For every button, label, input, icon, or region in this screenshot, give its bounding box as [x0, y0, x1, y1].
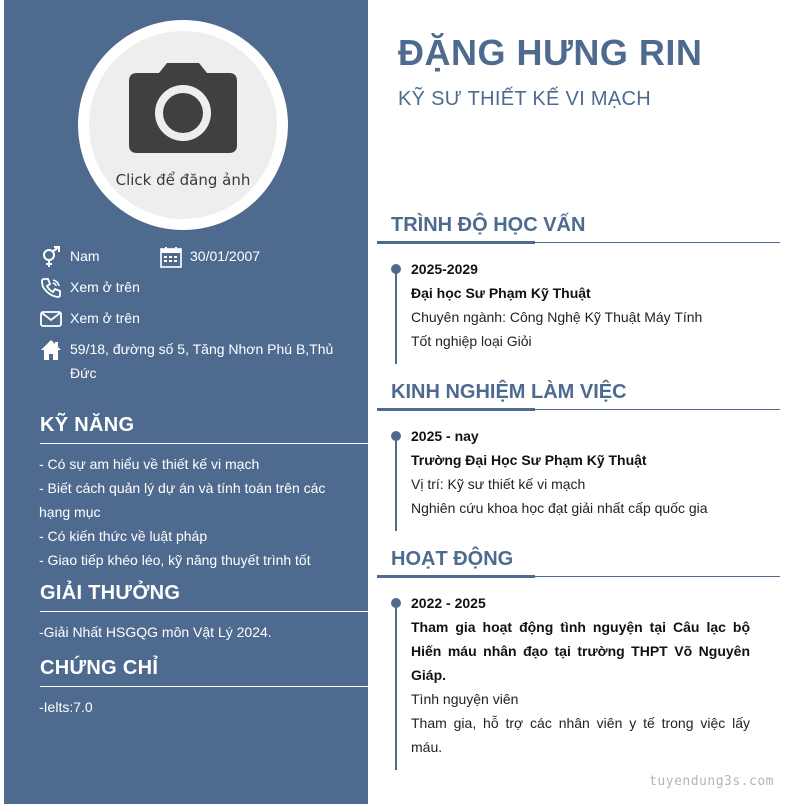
- activities-title: Tham gia hoạt động tình nguyện tại Câu lạc bộ Hiến máu nhân đạo tại trường THPT Võ Nguyên Giáp.: [411, 619, 750, 683]
- education-period: 2025-2029: [411, 261, 478, 277]
- phone-icon: [40, 277, 62, 299]
- job-title: KỸ SƯ THIẾT KẾ VI MẠCH: [398, 88, 651, 110]
- activities-entry: [411, 591, 750, 759]
- gender-icon: [40, 246, 62, 268]
- experience-company: Trường Đại Học Sư Phạm Kỹ Thuật: [411, 452, 647, 468]
- heading-accent: [377, 408, 535, 411]
- experience-description: Nghiên cứu khoa học đạt giải nhất cấp quốc gia: [411, 500, 708, 516]
- photo-upload-label: Click để đăng ảnh: [115, 171, 251, 189]
- photo-upload-button[interactable]: [89, 31, 277, 219]
- skills-heading: KỸ NĂNG: [40, 414, 368, 444]
- experience-heading: [377, 381, 780, 410]
- gender-text: Nam: [70, 248, 100, 264]
- phone-text: Xem ở trên: [70, 279, 140, 295]
- awards-text: -Giải Nhất HSGQG môn Vật Lý 2024.: [39, 624, 272, 640]
- email-text: Xem ở trên: [70, 310, 140, 326]
- activities-role: Tình nguyện viên: [411, 691, 519, 707]
- experience-heading-text: KINH NGHIỆM LÀM VIỆC: [391, 381, 627, 403]
- activities-heading: [377, 548, 780, 577]
- sidebar: [4, 0, 368, 804]
- calendar-icon: [160, 246, 182, 268]
- activities-period: 2022 - 2025: [411, 595, 486, 611]
- address-text: 59/18, đường số 5, Tăng Nhơn Phú B,Thủ Đức: [70, 341, 334, 381]
- experience-position: Vị trí: Kỹ sư thiết kế vi mạch: [411, 476, 586, 492]
- education-heading: [377, 214, 780, 243]
- watermark: tuyendung3s.com: [649, 774, 774, 789]
- education-school: Đại học Sư Phạm Kỹ Thuật: [411, 285, 591, 301]
- certificates-text: -Ielts:7.0: [39, 699, 93, 715]
- awards-heading: GIẢI THƯỞNG: [40, 582, 368, 612]
- candidate-name: ĐẶNG HƯNG RIN: [398, 32, 703, 73]
- skills-list: [39, 452, 349, 572]
- heading-accent: [377, 241, 535, 244]
- education-heading-text: TRÌNH ĐỘ HỌC VẤN: [391, 214, 586, 236]
- certificates-heading: CHỨNG CHỈ: [40, 657, 368, 687]
- activities-description: Tham gia, hỗ trợ các nhân viên y tế trong việc lấy máu.: [411, 715, 750, 755]
- timeline-line: [395, 268, 397, 364]
- mail-icon: [40, 308, 62, 330]
- heading-accent: [377, 575, 535, 578]
- education-result: Tốt nghiệp loại Giỏi: [411, 333, 532, 349]
- experience-period: 2025 - nay: [411, 428, 479, 444]
- timeline-line: [395, 435, 397, 531]
- avatar-frame: [78, 20, 288, 230]
- skill-item: - Biết cách quản lý dự án và tính toán trên các hạng mục: [39, 480, 326, 520]
- timeline-line: [395, 602, 397, 770]
- skill-item: - Có kiến thức về luật pháp: [39, 528, 208, 544]
- education-major: Chuyên ngành: Công Nghệ Kỹ Thuật Máy Tính: [411, 309, 703, 325]
- skill-item: - Có sự am hiểu về thiết kế vi mạch: [39, 456, 260, 472]
- birthday-text: 30/01/2007: [190, 248, 261, 264]
- education-entry: [411, 257, 750, 353]
- camera-icon: [129, 61, 237, 157]
- experience-entry: [411, 424, 750, 520]
- activities-heading-text: HOẠT ĐỘNG: [391, 548, 514, 570]
- skill-item: - Giao tiếp khéo léo, kỹ năng thuyết trình tốt: [39, 552, 311, 568]
- home-icon: [40, 339, 62, 361]
